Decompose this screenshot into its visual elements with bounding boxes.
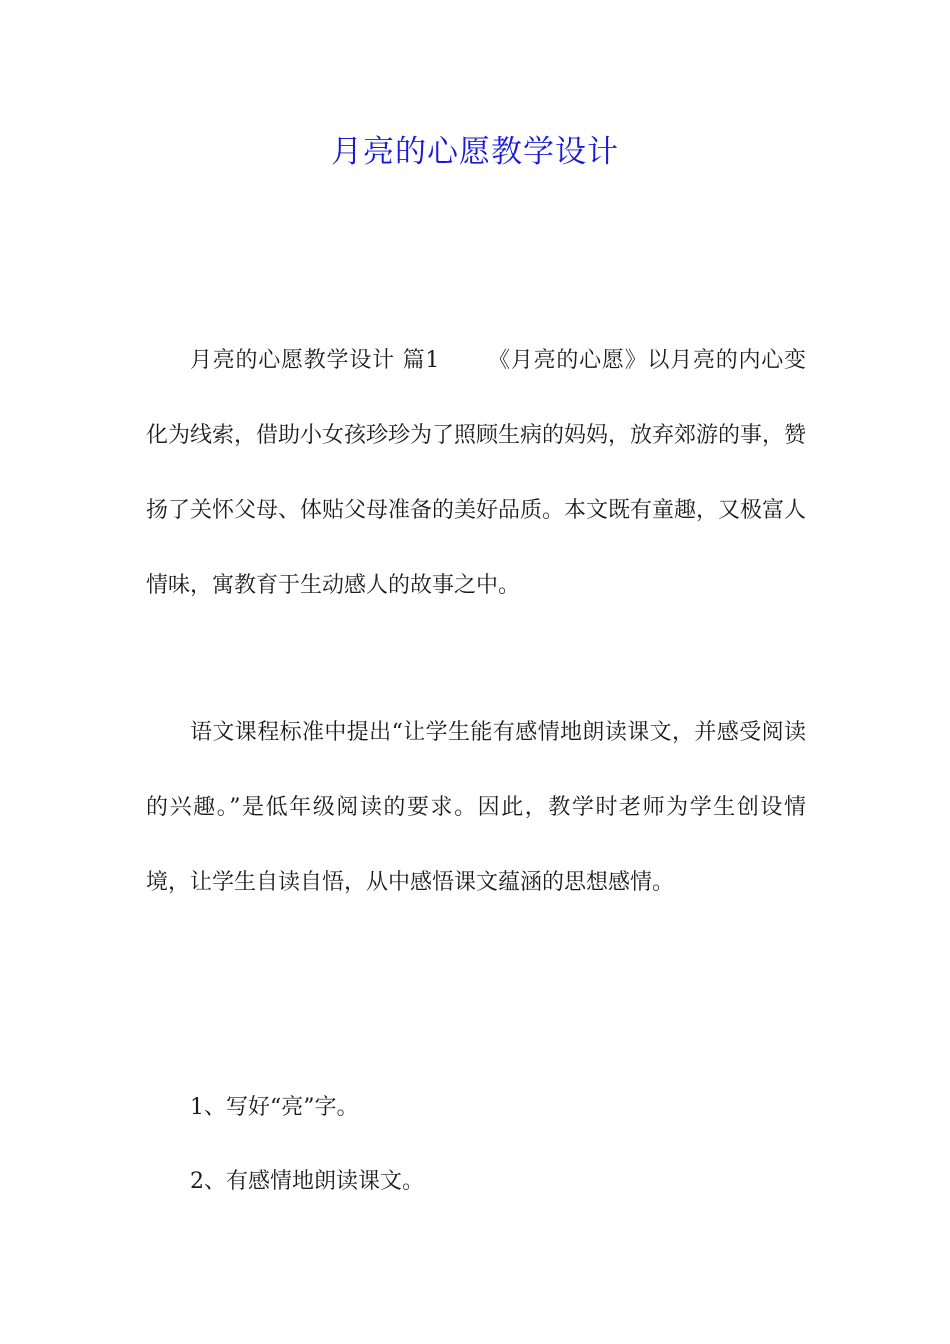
section-heading: 月亮的心愿教学设计 篇1: [190, 348, 440, 373]
list-item: 2、有感情地朗读课文。: [190, 1169, 424, 1194]
paragraph-standard: 语文课程标准中提出“让学生能有感情地朗读课文，并感受阅读的兴趣。”是低年级阅读的要求。因此，教学时老师为学生创设情境，让学生自读自悟，从中感悟课文蕴涵的思想感情。: [146, 720, 806, 895]
list-item: 1、写好“亮”字。: [190, 1095, 359, 1120]
paragraph-intro-text: 《月亮的心愿》以月亮的内心变化为线索，借助小女孩珍珍为了照顾生病的妈妈，放弃郊游的事，赞扬了关怀父母、体贴父母准备的美好品质。本文既有童趣，又极富人情味，寓教育于生动感人的故事之中。: [146, 348, 807, 598]
paragraph-intro: [146, 323, 806, 623]
document-title: 月亮的心愿教学设计: [331, 134, 619, 170]
